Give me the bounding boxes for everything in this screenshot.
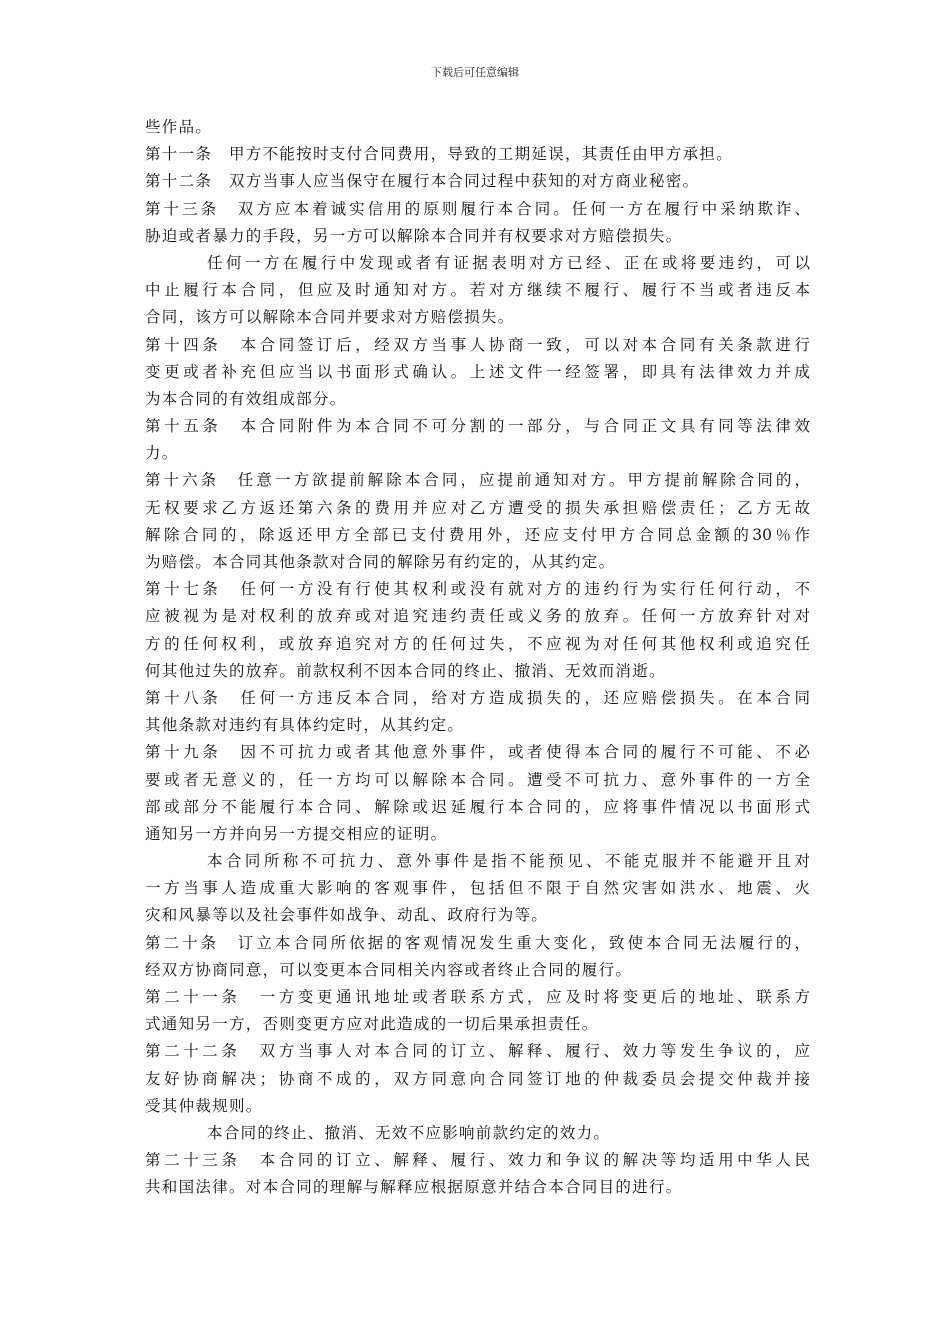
text-line: 为赔偿。本合同其他条款对合同的解除另有约定的，从其约定。 [145,553,616,571]
text-line: 经双方协商同意，可以变更本合同相关内容或者终止合同的履行。 [145,960,633,979]
page-header: 下载后可任意编辑 [431,66,519,79]
text-line: 中止履行本合同，但应及时通知对方。若对方继续不履行、履行不当或者违反本 [145,281,810,300]
text-line: 第十二条 双方当事人应当保守在履行本合同过程中获知的对方商业秘密。 [145,172,700,191]
text-line: 第十九条 因不可抗力或者其他意外事件，或者使得本合同的履行不可能、不必 [145,743,810,762]
text-line: 解除合同的，除返还甲方全部已支付费用外，还应支付甲方合同总金额的30％作 [145,525,810,544]
text-line: 其他条款对违约有具体约定时，从其约定。 [145,716,465,735]
text-line: 第二十条 订立本合同所依据的客观情况发生重大变化，致使本合同无法履行的， [145,933,810,952]
document-body [145,114,810,1202]
text-line: 第十一条 甲方不能按时支付合同费用，导致的工期延误，其责任由甲方承担。 [145,145,734,164]
text-line: 第十六条 任意一方欲提前解除本合同，应提前通知对方。甲方提前解除合同的， [145,471,810,490]
text-line: 受其仲裁规则。 [145,1096,263,1115]
text-line: 第十七条 任何一方没有行使其权利或没有就对方的违约行为实行任何行动，不 [145,580,810,599]
text-line: 部或部分不能履行本合同、解除或迟延履行本合同的，应将事件情况以书面形式 [145,797,810,816]
text-line: 共和国法律。对本合同的理解与解释应根据原意并结合本合同目的进行。 [145,1178,683,1197]
text-line: 方的任何权利，或放弃追究对方的任何过失，不应视为对任何其他权利或追究任 [145,634,810,653]
text-line: 一方当事人造成重大影响的客观事件，包括但不限于自然灾害如洪水、地震、火 [145,879,810,898]
text-line: 本合同的终止、撤消、无效不应影响前款约定的效力。 [207,1123,611,1142]
text-line: 通知另一方并向另一方提交相应的证明。 [145,824,448,843]
text-line: 为本合同的有效组成部分。 [145,389,347,408]
text-line: 变更或者补充但应当以书面形式确认。上述文件一经签署，即具有法律效力并成 [145,362,810,381]
text-line: 合同，该方可以解除本合同并要求对方赔偿损失。 [145,308,515,327]
text-line: 式通知另一方，否则变更方应对此造成的一切后果承担责任。 [145,1015,599,1034]
text-line: 无权要求乙方返还第六条的费用并应对乙方遭受的损失承担赔偿责任；乙方无故 [145,498,810,517]
text-line: 些作品。 [145,118,213,136]
text-line: 灾和风暴等以及社会事件如战争、动乱、政府行为等。 [145,906,549,925]
text-line: 第十五条 本合同附件为本合同不可分割的一部分，与合同正文具有同等法律效 [145,417,810,436]
text-line: 应被视为是对权利的放弃或对追究违约责任或义务的放弃。任何一方放弃针对对 [145,607,810,626]
text-line: 任何一方在履行中发现或者有证据表明对方已经、正在或将要违约，可以 [207,253,810,272]
text-line: 要或者无意义的，任一方均可以解除本合同。遭受不可抗力、意外事件的一方全 [145,770,810,789]
text-line: 第十八条 任何一方违反本合同，给对方造成损失的，还应赔偿损失。在本合同 [145,688,810,707]
text-line: 第十三条 双方应本着诚实信用的原则履行本合同。任何一方在履行中采纳欺诈、 [145,199,810,218]
text-line: 第二十一条 一方变更通讯地址或者联系方式，应及时将变更后的地址、联系方 [145,988,810,1006]
text-line: 何其他过失的放弃。前款权利不因本合同的终止、撤消、无效而消逝。 [145,661,666,680]
text-line: 第二十二条 双方当事人对本合同的订立、解释、履行、效力等发生争议的，应 [145,1042,810,1061]
text-line: 第二十三条 本合同的订立、解释、履行、效力和争议的解决等均适用中华人民 [145,1151,810,1170]
text-line: 力。 [145,444,179,463]
text-line: 第十四条 本合同签订后，经双方当事人协商一致，可以对本合同有关条款进行 [145,335,810,354]
text-line: 友好协商解决；协商不成的，双方同意向合同签订地的仲裁委员会提交仲裁并接 [145,1069,810,1088]
text-line: 本合同所称不可抗力、意外事件是指不能预见、不能克服并不能避开且对 [207,852,810,871]
text-line: 胁迫或者暴力的手段，另一方可以解除本合同并有权要求对方赔偿损失。 [145,226,683,245]
